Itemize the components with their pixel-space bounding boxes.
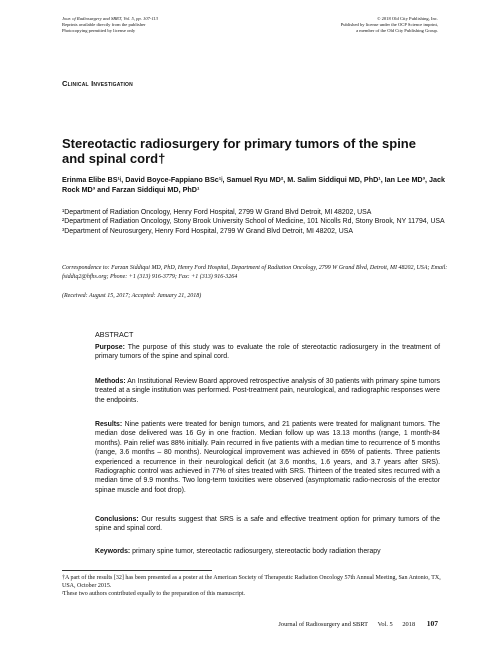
paper-title: Stereotactic radiosurgery for primary tumors of the spine and spinal cord† [62,136,416,166]
conclusions-text: Our results suggest that SRS is a safe and effective treatment option for primary tumors of the spine and spinal cord. [95,516,440,533]
footnote-poster: †A part of the results [32] has been presented as a poster at the American Society of Therapeutic Radiation Oncology 57th Annual Meeting, San Antonio, TX, USA, October 2015. [62,575,441,589]
methods-text: An Institutional Review Board approved retrospective analysis of 30 patients with primary spine tumors treated at a single institution was performed. Post-treatment pain, neurological, and radiographic responses were the endpoints. [95,378,440,404]
section-label: Clinical Investigation [62,79,133,88]
copyright-line: © 2018 Old City Publishing, Inc. [376,16,438,21]
methods-label: Methods: [95,378,126,385]
footer-journal: Journal of Radiosurgery and SBRT [278,621,368,628]
correspondence: Correspondence to: Farzan Siddiqui MD, PhD, Henry Ford Hospital, Department of Radiation Oncology, 2799 W Grand Blvd, Detroit, MI 48202, USA; Email: fsiddiq2@hfhs.org; Phone: +1 (313) 916-3779; Fax: +1 (313) 916-3264 [62,265,448,280]
journal-citation-line: Jour. of Radiosurgery and SBRT, Vol. 5, pp. 107-113 [62,16,158,21]
abstract-purpose [95,343,440,362]
page-footer [278,619,438,628]
abstract-keywords [95,547,440,556]
footer-year: 2018 [402,621,416,628]
conclusions-label: Conclusions: [95,516,139,523]
abstract-heading: ABSTRACT [95,330,134,339]
received-dates: (Received: August 15, 2017; Accepted: January 21, 2018) [62,293,202,299]
copyright-notice [218,16,438,34]
affiliations [62,208,452,236]
footnotes [62,570,452,598]
footnote-divider [62,570,212,571]
reprints-line: Reprints available directly from the publisher [62,22,146,27]
affiliation-1: ¹Department of Radiation Oncology, Henry Ford Hospital, 2799 W Grand Blvd Detroit, MI 48202, USA [62,209,372,216]
affiliation-2: ²Department of Radiation Oncology, Stony Brook University School of Medicine, 101 Nicolls Rd, Stony Brook, NY 11794, USA [62,218,445,226]
imprint-line: Published by license under the OCP Science imprint, [340,22,438,27]
photocopy-line: Photocopying permitted by license only [62,28,136,33]
publisher-group-line: a member of the Old City Publishing Group. [356,28,438,33]
abstract-results [95,420,440,495]
keywords-text: primary spine tumor, stereotactic radiosurgery, stereotactic body radiation therapy [132,548,381,555]
abstract-conclusions [95,515,440,534]
keywords-label: Keywords: [95,548,131,555]
page-number: 107 [426,619,438,628]
results-text: Nine patients were treated for benign tumors, and 21 patients were treated for malignant tumors. The median dose delivered was 16 Gy in one fraction. Median follow up was 13.13 months (range, 1 month-84 months). Pain relief was 88% initially. Pain recurred in five patients with a median time to recurrence of 5 months (range, 3.6 months – 80 months). Neurological improvement was achieved in 65% of patients. Three patients experienced a recurrence in their neurological deficit (at 3.6 months, 1.6 years, and 3.7 years after SRS). Radiographic control was achieved in 77% of sites treated with SRS. Thirteen of the treated sites recurred with a median time of 9.9 months. Two long-term toxicities were observed (asymptomatic radio-necrosis of the erector spinae muscle and foot drop). [95,421,440,494]
abstract-methods [95,377,440,405]
footnote-equal-contribution: ʲThese two authors contributed equally to the preparation of this manuscript. [62,591,246,597]
purpose-label: Purpose: [95,344,125,351]
affiliation-3: ³Department of Neurosurgery, Henry Ford Hospital, 2799 W Grand Blvd Detroit, MI 48202, USA [62,227,353,235]
author-list: Erinma Elibe BS¹ʲ, David Boyce-Fappiano BSc¹ʲ, Samuel Ryu MD², M. Salim Siddiqui MD, PhD¹, Ian Lee MD³, Jack Rock MD³ and Farzan Siddiqui MD, PhD¹ [62,175,446,194]
purpose-text: The purpose of this study was to evaluate the role of stereotactic radiosurgery in the treatment of primary tumors of the spine and spinal cord. [95,344,440,361]
footer-volume: Vol. 5 [377,621,393,628]
results-label: Results: [95,421,123,428]
